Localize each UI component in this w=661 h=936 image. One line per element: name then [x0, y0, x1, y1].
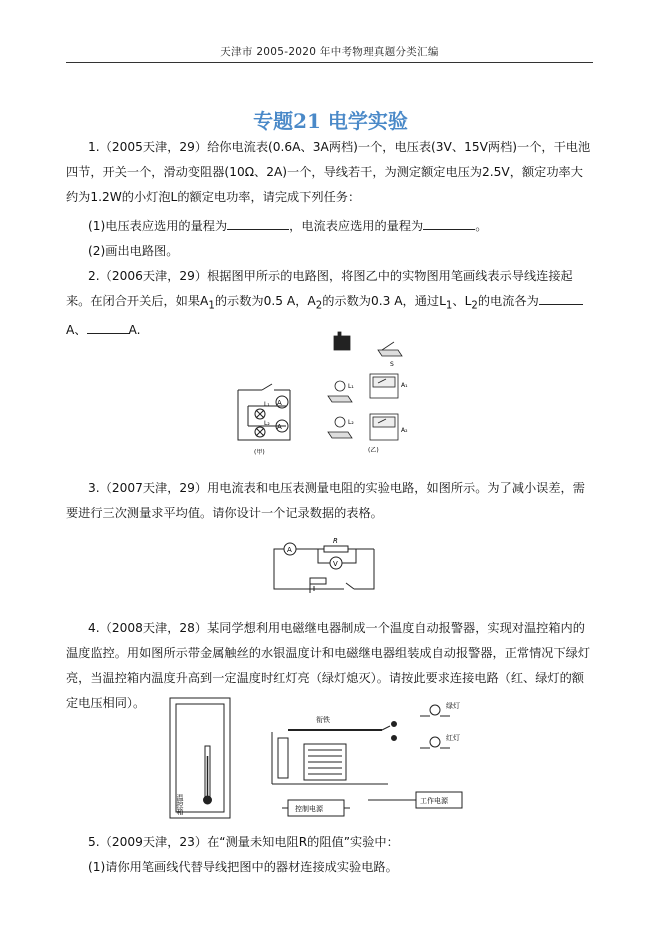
q1-text: 1.（2005天津，29）给你电流表(0.6A、3A两档)一个，电压表(3V、15V两档)一个，干电池四节，开关一个，滑动变阻器(10Ω、2A)一个，导线若干，为测定额定电压为2.5V，额定功率大约为1.2W的小灯泡L的额定电功率，请完成下列任务： — [66, 140, 591, 204]
q1-sub1-c: 。 — [475, 219, 488, 233]
q2-components-yi — [328, 332, 402, 440]
q2-yi-l2: L₂ — [348, 419, 354, 426]
q1-sub1-a: (1)电压表应选用的量程为 — [88, 219, 228, 233]
q2-text-f: A、 — [66, 323, 87, 338]
q4-green-label: 绿灯 — [446, 702, 460, 710]
q2-yi-l1: L₁ — [348, 383, 354, 390]
q2-yi-a1: A₁ — [401, 382, 408, 389]
q4-relay — [272, 722, 397, 785]
q2-label-yi: (乙) — [368, 447, 379, 454]
q2-yi-s: S — [390, 361, 394, 368]
q3-v-label: V — [333, 560, 338, 568]
q2-text-b: 的示数为0.5 A，A — [214, 294, 316, 308]
q4-box-label: 温控箱 — [176, 794, 184, 815]
q2-sub-2: 2 — [315, 300, 323, 312]
q1-blank-current[interactable] — [423, 217, 475, 230]
q2-text-c: 的示数为0.3 A，通过L — [322, 294, 446, 308]
q2-sub-1b: 1 — [445, 300, 453, 312]
q2-jia-l2: L₂ — [264, 420, 270, 427]
q3-text: 3.（2007天津，29）用电流表和电压表测量电阻的实验电路，如图所示。为了减小误差，需要进行三次测量求平均值。请你设计一个记录数据的表格。 — [66, 481, 585, 520]
q5-text: 5.（2009天津，23）在“测量未知电阻R的阻值”实验中： — [88, 835, 399, 849]
q2-sub-1: 1 — [208, 300, 215, 312]
q2-figure — [230, 328, 420, 458]
q2-jia-a-bottom: A — [277, 423, 282, 431]
q4-red-label: 红灯 — [446, 734, 460, 742]
q1-blank-voltage[interactable] — [227, 217, 289, 230]
q1-sub2: (2)画出电路图。 — [88, 244, 179, 258]
q3-a-label: A — [287, 546, 292, 554]
q2-yi-a2: A₂ — [401, 427, 408, 434]
q2-sub-2b: 2 — [471, 300, 478, 312]
q4-control-label: 控制电源 — [295, 805, 323, 813]
q4-thermometer-bulb — [204, 796, 212, 804]
section-title: 专题21 电学实验 — [253, 109, 408, 133]
q3-figure — [270, 535, 386, 595]
q2-text-e: 的电流各为 — [477, 294, 539, 308]
page-header: 天津市 2005-2020 年中考物理真题分类汇编 — [220, 46, 439, 58]
q2-jia-a-top: A — [277, 399, 282, 407]
q2-text-d: 、L — [452, 294, 472, 308]
q2-label-jia: (甲) — [254, 449, 265, 456]
q5-sub1: (1)请你用笔画线代替导线把图中的器材连接成实验电路。 — [88, 860, 398, 874]
q4-work-label: 工作电源 — [420, 797, 448, 805]
q4-figure — [168, 696, 468, 822]
q2-blank-l2[interactable] — [87, 321, 129, 334]
q4-text: 4.（2008天津，28）某同学想利用电磁继电器制成一个温度自动报警器，实现对温控箱内的温度监控。用如图所示带金属触丝的水银温度计和电磁继电器组装成自动报警器，正常情况下绿灯亮，当温控箱内温度升高到一定温度时红灯亮（绿灯熄灭）。请按此要求连接电路（红、绿灯的额定电压相同）。 — [66, 621, 591, 710]
q1-sub1-b: ，电流表应选用的量程为 — [289, 219, 424, 233]
q2-text-a: 2.（2006天津，29）根据图甲所示的电路图，将图乙中的实物图用笔画线表示导线连接起来。在闭合开关后，如果A — [66, 269, 573, 308]
q2-blank-l1[interactable] — [539, 292, 583, 305]
q2-circuit-jia — [238, 384, 290, 440]
q3-r-label: R — [333, 537, 338, 545]
q2-text-g: A. — [128, 323, 141, 338]
q2-jia-l1: L₁ — [264, 401, 270, 408]
header-rule — [66, 62, 593, 63]
q1-sub1 — [88, 214, 588, 239]
q4-armature-label: 衔铁 — [316, 716, 330, 724]
